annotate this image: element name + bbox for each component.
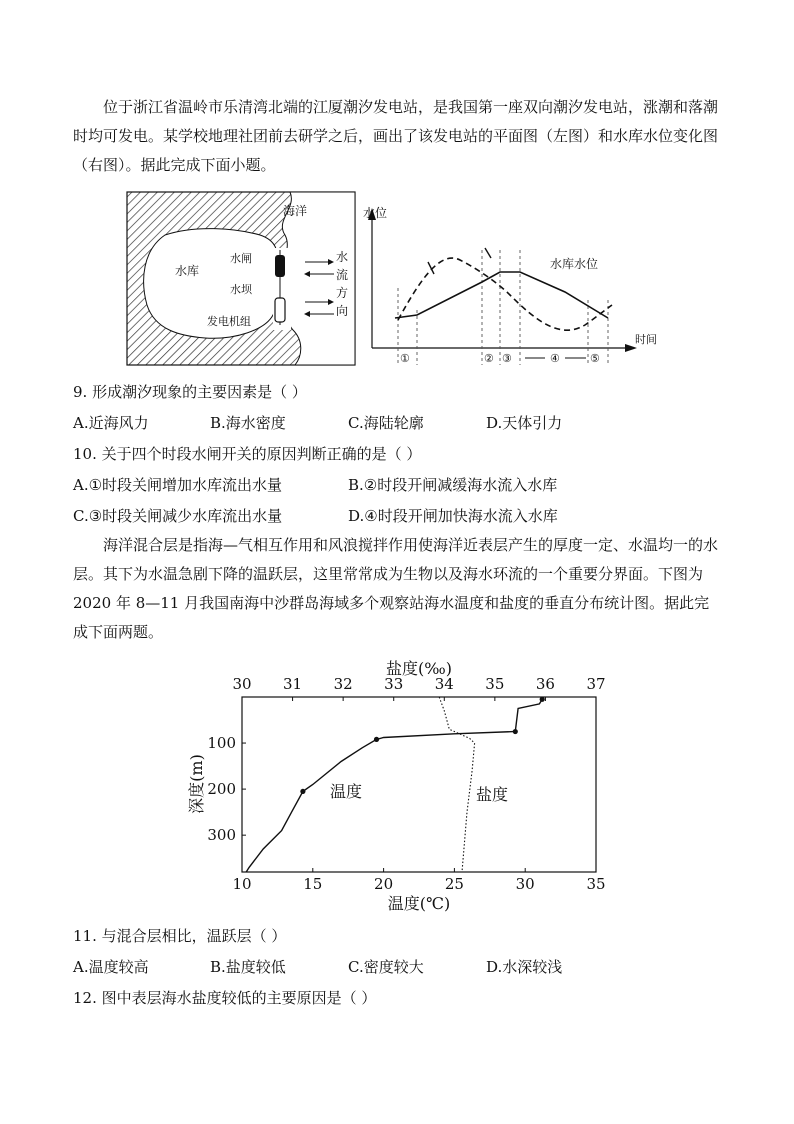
flow-direction-label — [336, 248, 350, 320]
level-ylabel: 水位 — [363, 206, 388, 220]
reservoir-level-label: 水库水位 — [550, 257, 599, 271]
temperature-axis-label: 温度(℃) — [387, 894, 451, 913]
temperature-point — [540, 697, 545, 702]
salinity-line — [439, 697, 474, 872]
q11-option-a[interactable]: A.温度较高 — [73, 958, 149, 976]
q10-stem: 10. 关于四个时段水闸开关的原因判断正确的是（ ） — [73, 445, 422, 463]
q12-stem: 12. 图中表层海水盐度较低的主要原因是（ ） — [73, 989, 377, 1007]
temperature-tick-label: 15 — [303, 875, 323, 893]
ts-plot-frame — [242, 697, 596, 872]
level-xlabel: 时间 — [635, 333, 657, 346]
intro-paragraph-1: 位于浙江省温岭市乐清湾北端的江厦潮汐发电站，是我国第一座双向潮汐发电站，涨潮和落潮时均可发电。某学校地理社团前去研学之后，画出了该发电站的平面图（左图）和水库水位变化图（右图）。据此完成下面小题。 — [73, 98, 719, 174]
q10-option-b[interactable]: B.②时段开闸减缓海水流入水库 — [348, 476, 558, 494]
salinity-tick-label: 32 — [333, 675, 353, 693]
temperature-point — [513, 729, 518, 734]
temperature-point — [374, 737, 379, 742]
q9-option-c[interactable]: C.海陆轮廓 — [348, 414, 424, 432]
q9-option-b[interactable]: B.海水密度 — [210, 414, 286, 432]
flow-arrows — [300, 250, 340, 325]
temperature-series-label: 温度 — [330, 782, 363, 801]
q11-stem: 11. 与混合层相比，温跃层（ ） — [73, 927, 287, 945]
generator-label: 发电机组 — [207, 315, 251, 328]
period-3: ③ — [502, 352, 512, 365]
salinity-tick-label: 30 — [232, 675, 252, 693]
reservoir-level-curve — [395, 272, 608, 318]
flow-char-3: 方 — [336, 286, 349, 300]
depth-tick-label: 200 — [207, 780, 236, 799]
temperature-salinity-chart — [180, 652, 620, 922]
salinity-series-label: 盐度 — [476, 785, 509, 804]
ocean-label: 海洋 — [283, 204, 308, 218]
q10-option-d[interactable]: D.④时段开闸加快海水流入水库 — [348, 507, 558, 525]
reservoir-label: 水库 — [175, 264, 200, 278]
flow-char-2: 流 — [336, 268, 349, 282]
flow-char-1: 水 — [336, 250, 349, 264]
q11-option-c[interactable]: C.密度较大 — [348, 958, 424, 976]
depth-tick-label: 100 — [207, 734, 236, 753]
generator-symbol — [275, 298, 285, 322]
depth-axis-label: 深度(m) — [187, 754, 206, 814]
salinity-tick-label: 33 — [384, 675, 404, 693]
temperature-tick-label: 25 — [444, 875, 464, 893]
period-1: ① — [400, 352, 410, 365]
salinity-tick-label: 34 — [434, 675, 454, 693]
depth-tick-label: 300 — [207, 826, 236, 845]
temperature-tick-label: 30 — [515, 875, 535, 893]
q9-stem: 9. 形成潮汐现象的主要因素是（ ） — [73, 383, 307, 401]
temperature-tick-label: 20 — [374, 875, 394, 893]
q10-option-a[interactable]: A.①时段关闸增加水库流出水量 — [73, 476, 283, 494]
q9-option-a[interactable]: A.近海风力 — [73, 414, 149, 432]
sluice-gate-symbol — [275, 255, 285, 277]
q11-option-b[interactable]: B.盐度较低 — [210, 958, 286, 976]
salinity-tick-label: 31 — [283, 675, 303, 693]
period-2: ② — [484, 352, 494, 365]
period-4: ④ — [550, 352, 560, 365]
q9-option-d[interactable]: D.天体引力 — [486, 414, 563, 432]
salinity-tick-label: 35 — [485, 675, 505, 693]
temperature-tick-label: 10 — [232, 875, 252, 893]
salinity-axis-label: 盐度(‰) — [386, 659, 452, 678]
q11-option-d[interactable]: D.水深较浅 — [486, 958, 563, 976]
water-level-chart — [360, 200, 665, 375]
intro-paragraph-2: 海洋混合层是指海—气相互作用和风浪搅拌作用使海洋近表层产生的厚度一定、水温均一的水层。其下为水温急剧下降的温跃层，这里常常成为生物以及海水环流的一个重要分界面。下图为 2020 年 8—11 月我国南海中沙群岛海域多个观察站海水温度和盐度的垂直分布统计图。据此完成下面两题。 — [73, 536, 719, 641]
temperature-point — [300, 789, 305, 794]
salinity-tick-label: 37 — [586, 675, 606, 693]
temperature-tick-label: 35 — [586, 875, 606, 893]
dam-label: 水坝 — [230, 283, 252, 296]
salinity-tick-label: 36 — [535, 675, 555, 693]
period-5: ⑤ — [590, 352, 600, 365]
gate-label: 水闸 — [230, 252, 252, 265]
q10-option-c[interactable]: C.③时段关闸减少水库流出水量 — [73, 507, 283, 525]
flow-char-4: 向 — [336, 304, 349, 318]
